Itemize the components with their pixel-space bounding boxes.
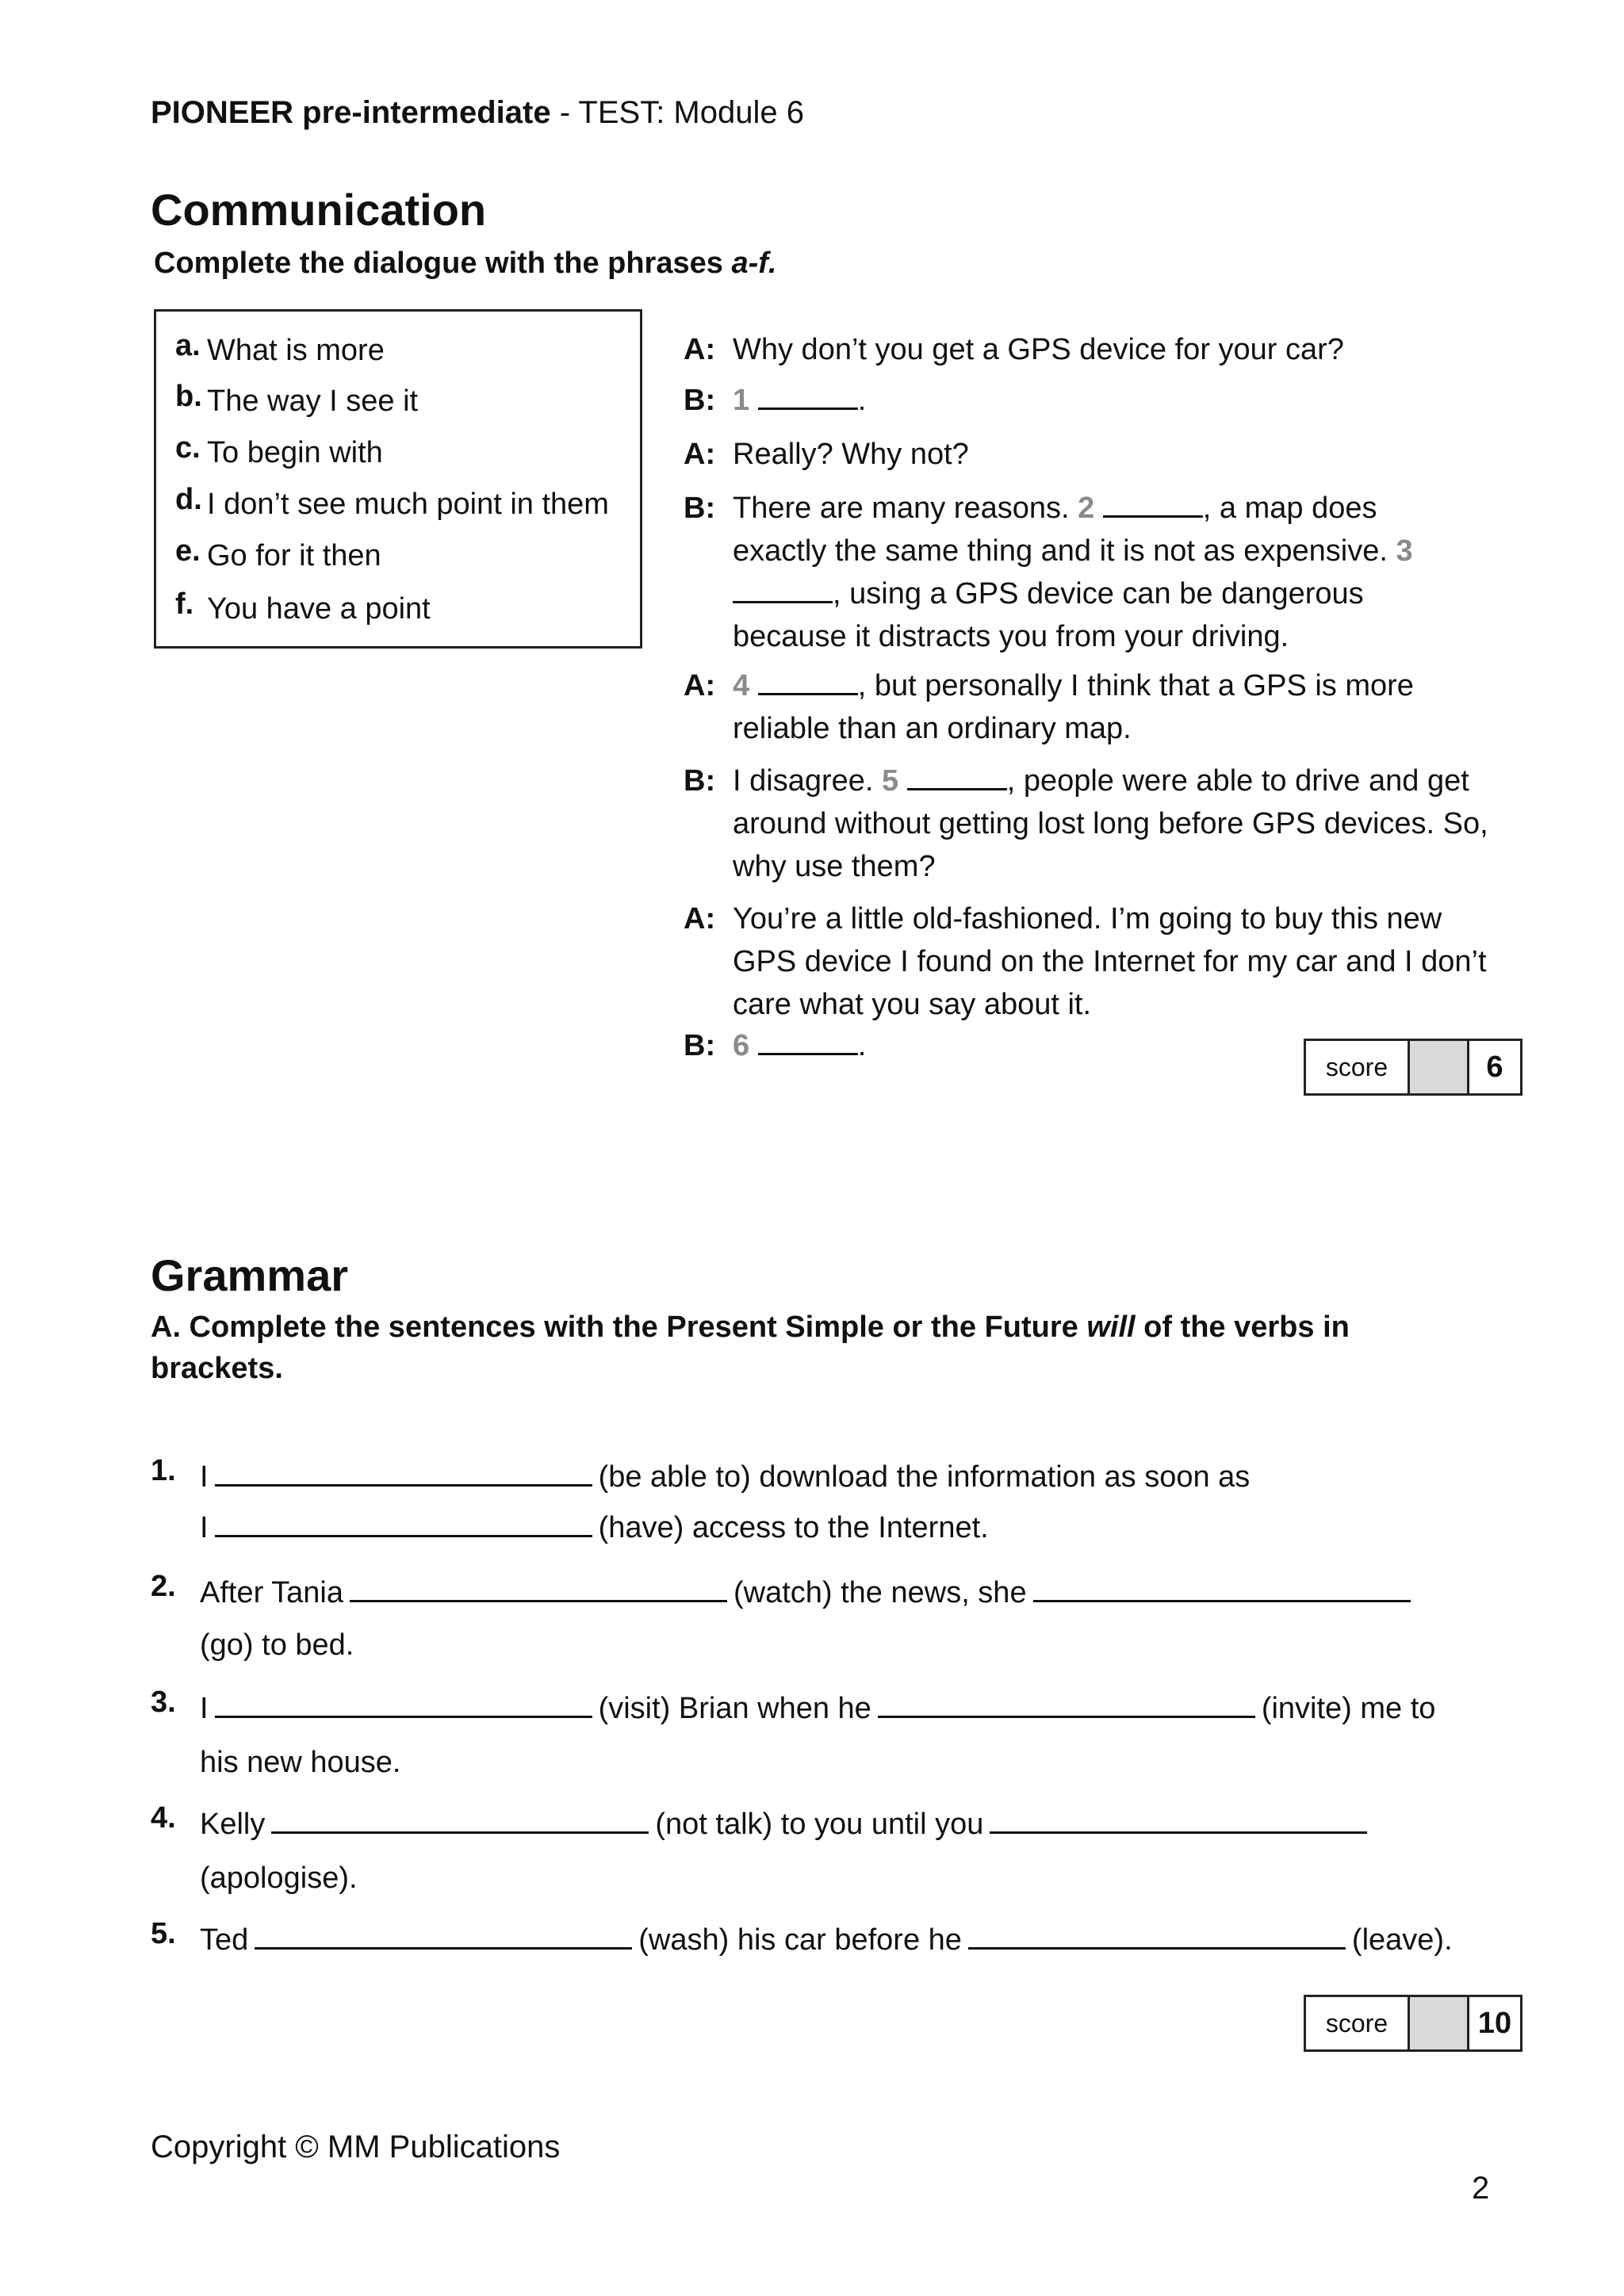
grammar-heading: Grammar [151, 1250, 349, 1300]
question-number-4: 4. [151, 1801, 176, 1835]
question-4-line-2: (apologise). [200, 1862, 358, 1895]
answer-line-1b[interactable] [215, 1506, 592, 1537]
question-4-line-1: Kelly (not talk) to you until you [200, 1803, 1373, 1846]
communication-score-box [1304, 1039, 1522, 1096]
answer-line-2b[interactable] [1033, 1571, 1411, 1602]
answer-blank-5[interactable] [907, 760, 1007, 790]
communication-heading: Communication [151, 185, 487, 235]
score-entry[interactable] [1410, 1041, 1469, 1093]
answer-line-3b[interactable] [878, 1687, 1255, 1718]
answer-blank-6[interactable] [758, 1024, 858, 1055]
question-1-line-1: I (be able to) download the information as soon as [200, 1456, 1250, 1498]
copyright: Copyright © MM Publications [151, 2130, 561, 2164]
answer-line-4b[interactable] [990, 1803, 1367, 1834]
grammar-instruction: A. Complete the sentences with the Present Simple or the Future will of the verbs in brackets. [151, 1311, 1350, 1385]
score-label: score [1306, 1997, 1410, 2049]
phrase-c: c. To begin with [175, 431, 383, 469]
page-number: 2 [1472, 2171, 1490, 2206]
answer-line-5b[interactable] [968, 1919, 1346, 1950]
score-entry[interactable] [1410, 1997, 1469, 2049]
phrase-a: a. What is more [175, 329, 385, 367]
question-3-line-2: his new house. [200, 1746, 401, 1779]
score-label: score [1306, 1041, 1410, 1093]
answer-blank-3[interactable] [733, 572, 833, 603]
question-2-line-2: (go) to bed. [200, 1628, 354, 1662]
phrase-b: b. The way I see it [175, 380, 419, 418]
series-title: PIONEER pre-intermediate [151, 95, 551, 130]
answer-line-4a[interactable] [271, 1803, 649, 1834]
phrase-box [154, 309, 642, 649]
question-number-3: 3. [151, 1686, 176, 1719]
question-number-1: 1. [151, 1454, 176, 1487]
grammar-score-box [1304, 1995, 1522, 2052]
score-total: 10 [1477, 2006, 1512, 2040]
answer-blank-4[interactable] [758, 664, 858, 695]
answer-line-1a[interactable] [215, 1456, 592, 1487]
answer-line-3a[interactable] [215, 1687, 592, 1718]
page-header [151, 95, 804, 131]
communication-instruction: Complete the dialogue with the phrases a-f. [154, 247, 777, 280]
answer-line-5a[interactable] [255, 1919, 632, 1950]
answer-line-2a[interactable] [350, 1571, 727, 1602]
phrase-d: d. I don’t see much point in them [175, 483, 609, 521]
phrase-e: e. Go for it then [175, 534, 381, 572]
question-1-line-2: I (have) access to the Internet. [200, 1506, 989, 1549]
question-number-5: 5. [151, 1917, 176, 1950]
question-2-line-1: After Tania (watch) the news, she [200, 1571, 1417, 1614]
test-title: - TEST: Module 6 [559, 95, 804, 130]
question-5-line-1: Ted (wash) his car before he (leave). [200, 1919, 1453, 1961]
question-3-line-1: I (visit) Brian when he (invite) me to [200, 1687, 1435, 1730]
answer-blank-2[interactable] [1103, 487, 1203, 518]
score-total: 6 [1486, 1050, 1503, 1084]
phrase-f: f. You have a point [175, 587, 431, 626]
answer-blank-1[interactable] [758, 379, 858, 410]
question-number-2: 2. [151, 1570, 176, 1603]
